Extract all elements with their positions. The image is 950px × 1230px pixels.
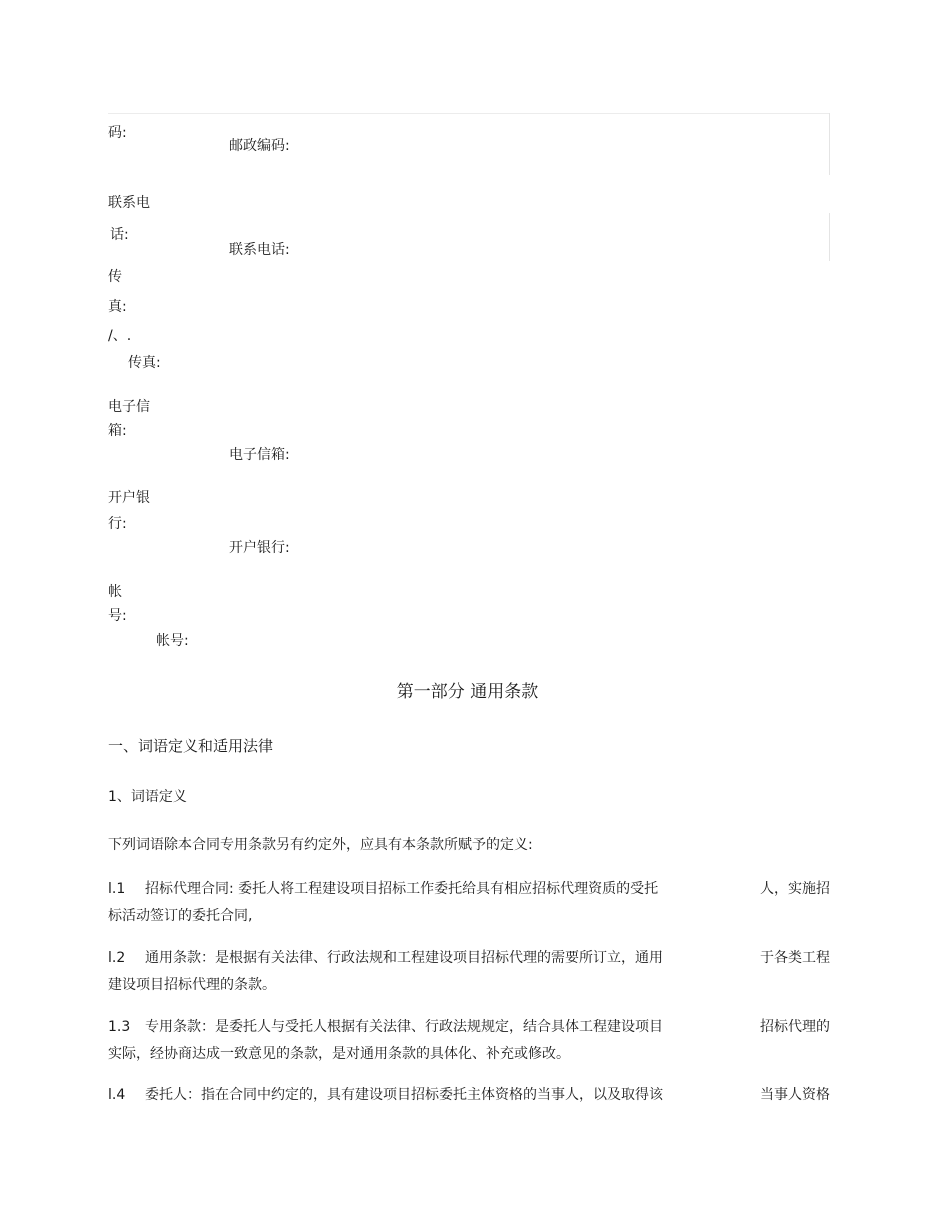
label-postcode-tail: 码: (108, 125, 127, 141)
clause-1 (108, 876, 830, 930)
clause-number: 1.3 (108, 1019, 131, 1035)
clause-4 (108, 1082, 830, 1109)
right-border-1 (829, 113, 830, 175)
clause-text-line1-end: 于各类工程 (760, 950, 830, 966)
label-account: 帐号: (156, 633, 189, 649)
right-border-2 (829, 213, 830, 261)
label-bank-part2: 行: (108, 516, 127, 532)
clause-2 (108, 945, 830, 999)
label-bank-part1: 开户银 (108, 490, 150, 506)
section-heading: 一、词语定义和适用法律 (108, 737, 274, 755)
section-intro: 下列词语除本合同专用条款另有约定外，应具有本条款所赋予的定义: (108, 837, 533, 853)
top-divider (108, 113, 830, 114)
label-fax: 传真: (128, 355, 161, 371)
clause-text-line1: 委托人：指在合同中约定的，具有建设项目招标委托主体资格的当事人，以及取得该 (145, 1087, 663, 1103)
clause-text-line2: 建设项目招标代理的条款。 (108, 977, 276, 993)
label-phone: 联系电话: (229, 242, 290, 258)
fax-mark: /、. (108, 328, 132, 344)
clause-number: l.2 (108, 950, 126, 966)
clause-text-line1-end: 招标代理的 (760, 1019, 830, 1035)
clause-text-line1-end: 人，实施招 (760, 881, 830, 897)
clause-number: l.4 (108, 1087, 126, 1103)
label-phone-part1: 联系电 (108, 195, 150, 211)
label-account-part1: 帐 (108, 584, 122, 600)
section-subheading: 1、词语定义 (108, 789, 187, 805)
label-postcode: 邮政编码: (229, 138, 290, 154)
label-phone-part2: 话: (110, 227, 129, 243)
label-email-part1: 电子信 (108, 399, 150, 415)
section-title: 第一部分 通用条款 (396, 682, 539, 702)
label-fax-part2: 真: (108, 299, 127, 315)
clause-text-line2: 标活动签订的委托合同, (108, 908, 253, 924)
clause-text-line1: 专用条款：是委托人与受托人根据有关法律、行政法规规定，结合具体工程建设项目 (145, 1019, 663, 1035)
clause-text-line1-end: 当事人资格 (760, 1087, 830, 1103)
clause-number: l.1 (108, 881, 126, 897)
clause-text-line1: 通用条款：是根据有关法律、行政法规和工程建设项目招标代理的需要所订立，通用 (145, 950, 663, 966)
label-email: 电子信箱: (229, 447, 290, 463)
clause-3 (108, 1014, 830, 1068)
clause-text-line2: 实际，经协商达成一致意见的条款，是对通用条款的具体化、补充或修改。 (108, 1046, 570, 1062)
label-bank: 开户银行: (229, 540, 290, 556)
label-email-part2: 箱: (108, 423, 127, 439)
label-account-part2: 号: (108, 608, 127, 624)
label-fax-part1: 传 (108, 269, 122, 285)
clause-text-line1: 招标代理合同: 委托人将工程建设项目招标工作委托给具有相应招标代理资质的受托 (145, 881, 659, 897)
